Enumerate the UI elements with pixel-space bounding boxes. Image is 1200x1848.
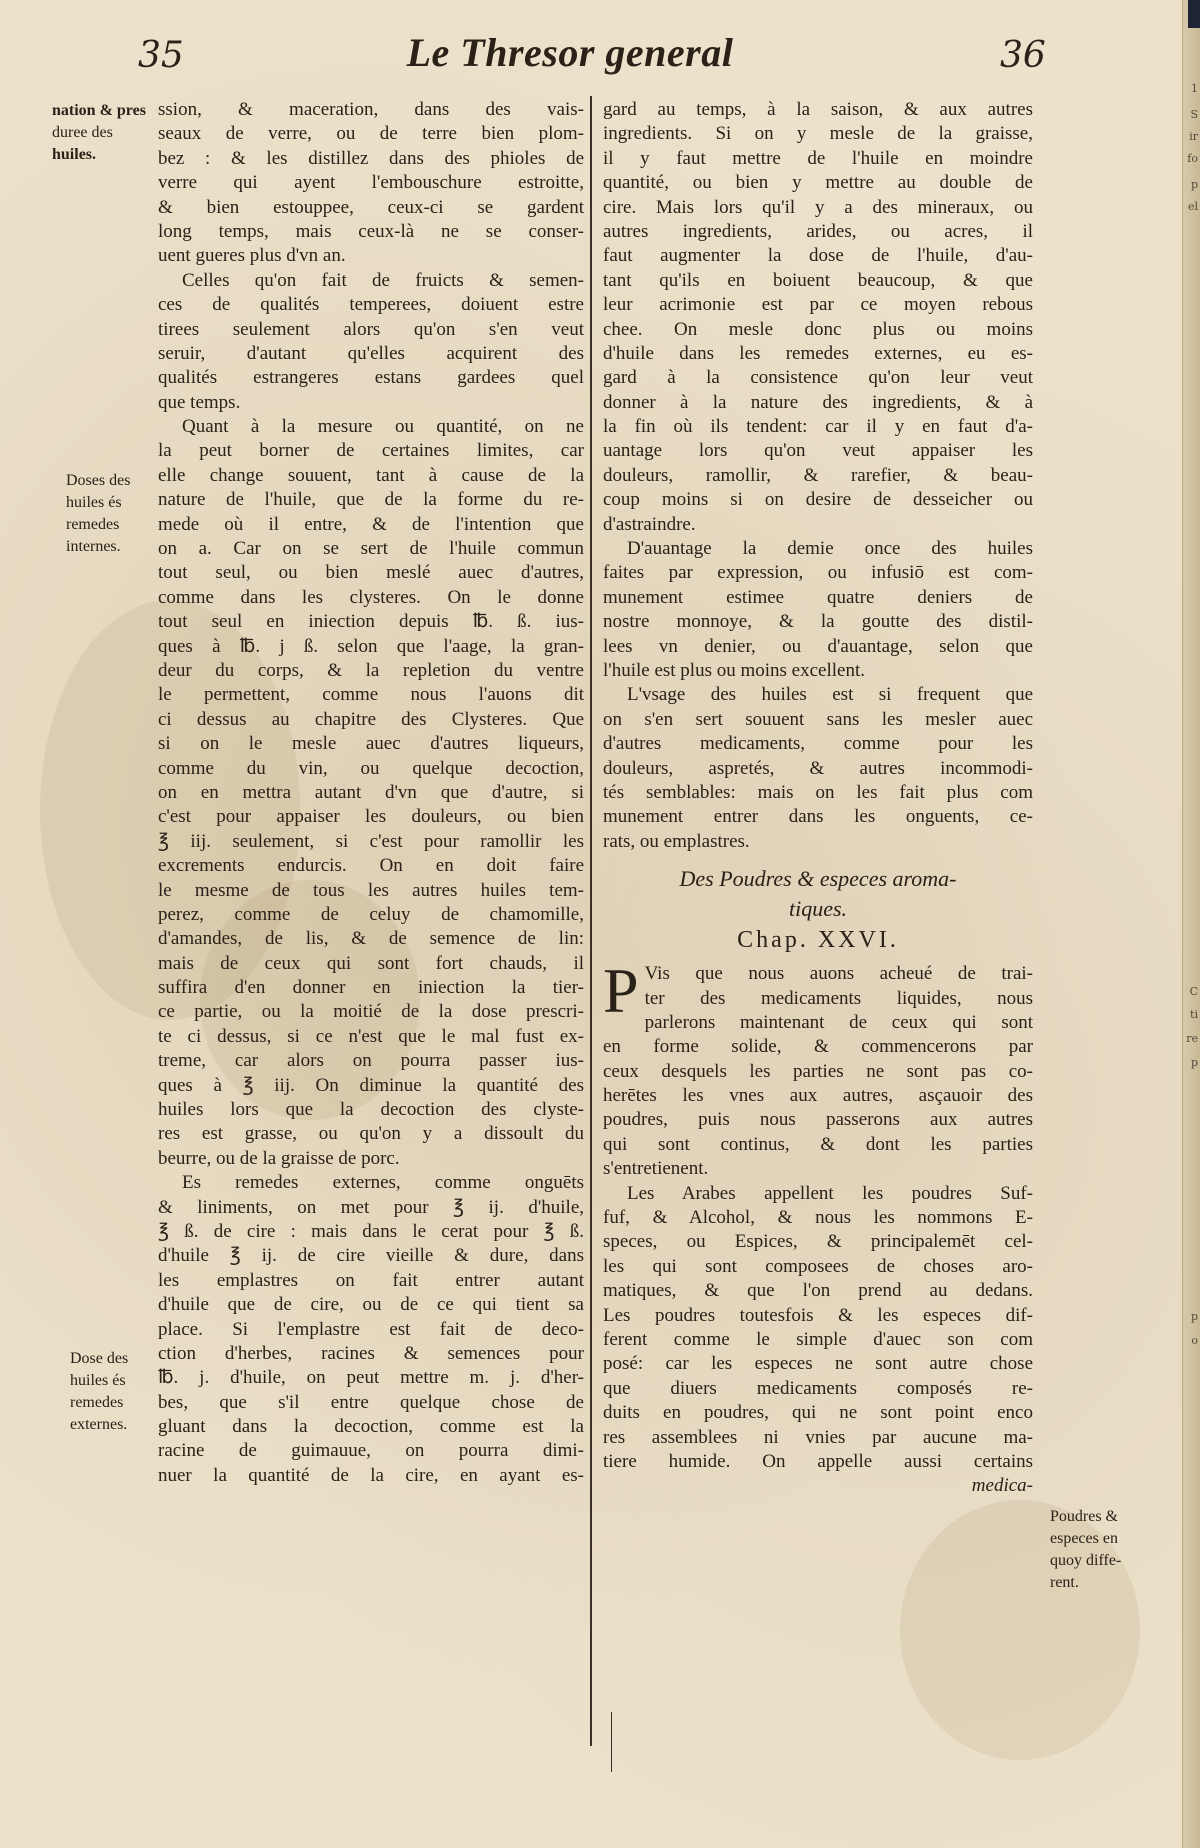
text-line: seaux de verre, ou de terre bien plom- xyxy=(158,123,584,145)
text-line: nuer la quantité de la cire, en ayant es- xyxy=(158,1464,584,1486)
text-line: l'huile est plus ou moins excellent. xyxy=(603,659,865,681)
text-line: on en mettra autant d'vn que d'autre, si xyxy=(158,781,584,803)
edge-fragment: ti xyxy=(1190,1008,1198,1021)
text-line: il y faut mettre de l'huile en moindre xyxy=(603,147,1033,169)
text-line: ction d'herbes, racines & semences pour xyxy=(158,1342,584,1364)
text-line: rats, ou emplastres. xyxy=(603,830,750,852)
edge-fragment: el xyxy=(1187,200,1198,213)
text-line: speces, ou Espices, & principalemēt cel- xyxy=(603,1231,1033,1253)
text-line: tirees seulement alors qu'on s'en veut xyxy=(158,318,584,340)
text-line: & liniments, on met pour ℥ ij. d'huile, xyxy=(158,1196,584,1218)
text-line: matiques, & que l'on prend au dedans. xyxy=(603,1280,1033,1302)
text-line: long temps, mais ceux-là ne se conser- xyxy=(158,220,584,242)
text-line: les emplastres on fait entrer autant xyxy=(158,1269,584,1291)
text-line: Les Arabes appellent les poudres Suf- xyxy=(627,1182,1033,1204)
text-line: poudres, puis nous passerons aux autres xyxy=(603,1109,1033,1131)
chapter-number: Chap. XXVI. xyxy=(737,927,899,954)
text-line: ℥ ß. de cire : mais dans le cerat pour ℥ ß. xyxy=(158,1220,584,1242)
text-line: Vis que nous auons acheué de trai- xyxy=(644,963,1033,985)
text-line: ter des medicaments liquides, nous xyxy=(644,987,1033,1009)
chapter-heading-cont: tiques. xyxy=(788,896,848,922)
text-line: d'huile que de cire, ou de ce qui tient sa xyxy=(158,1294,584,1316)
text-line: leur acrimonie est par ce moyen rebous xyxy=(603,294,1033,316)
text-line: tés semblables: mais on les fait plus com xyxy=(603,781,1033,803)
text-line: treme, car alors on pourra passer ius- xyxy=(158,1050,584,1072)
gloss-line: quoy diffe- xyxy=(1050,1552,1122,1569)
text-line: beurre, ou de la graisse de porc. xyxy=(158,1147,400,1169)
margin-note-dose-externes xyxy=(70,1348,160,1436)
edge-fragment: p xyxy=(1190,1310,1198,1323)
text-line: te ci dessus, si ce n'est que le mal fust ex- xyxy=(158,1025,584,1047)
text-line: d'astraindre. xyxy=(603,513,696,535)
text-line: tant qu'ils en boiuent beaucoup, & que xyxy=(603,269,1033,291)
text-line: mede où il entre, & de l'intention que xyxy=(158,513,584,535)
text-line: ssion, & maceration, dans des vais- xyxy=(158,99,584,120)
text-line: qui sont continus, & dont les parties xyxy=(603,1133,1033,1155)
text-line: res assemblees ni vnies par aucune ma- xyxy=(603,1426,1033,1448)
text-line: gard à la consistence qu'on leur veut xyxy=(603,367,1033,389)
gloss-line: huiles és xyxy=(70,1372,126,1389)
gloss-line: Dose des xyxy=(70,1350,129,1367)
text-line: ques à ℔. j ß. selon que l'aage, la gran- xyxy=(158,635,584,657)
text-line: Quant à la mesure ou quantité, on ne xyxy=(182,416,584,438)
text-line: D'auantage la demie once des huiles xyxy=(627,538,1033,560)
text-line: c'est pour appaiser les douleurs, ou bien xyxy=(158,806,584,828)
text-line: tout seul en iniection depuis ℔. ß. ius- xyxy=(158,611,584,633)
text-line: fuf, & Alcohol, & nous les nommons E- xyxy=(603,1207,1033,1229)
catchword: medica- xyxy=(971,1475,1033,1497)
text-line: posé: car les especes ne sont autre chose xyxy=(603,1353,1033,1375)
text-line: res est grasse, ou qu'on y a dissoult du xyxy=(158,1123,584,1145)
margin-note-poudres xyxy=(1050,1506,1180,1594)
text-line: herētes les vnes aux autres, asçauoir des xyxy=(603,1085,1033,1107)
edge-fragment: o xyxy=(1191,1334,1198,1347)
column-divider xyxy=(590,96,592,1746)
text-line: uantage lors qu'on veut appaiser les xyxy=(603,440,1033,462)
gloss-line: Poudres & xyxy=(1050,1508,1118,1525)
text-line: ℥ iij. seulement, si c'est pour ramollir les xyxy=(158,830,584,852)
text-line: ceux desquels les parties ne sont pas co- xyxy=(603,1060,1033,1082)
running-title: Le Thresor general xyxy=(406,30,734,75)
text-line: bez : & les distillez dans des phioles de xyxy=(158,147,584,169)
column-divider-tail xyxy=(611,1712,612,1772)
text-line: tout seul, ou bien meslé auec d'autres, xyxy=(158,562,584,584)
text-line: qualités estrangeres estans gardees quel xyxy=(158,367,584,389)
text-line: ce partie, ou la moitié de la dose prescri- xyxy=(158,1001,584,1023)
text-line: munement entrer dans les onguents, ce- xyxy=(603,806,1033,828)
text-line: d'huile dans les remedes externes, eu es- xyxy=(603,342,1033,364)
text-line: nature de l'huile, que de la forme du re- xyxy=(158,489,584,511)
gloss-line: rent. xyxy=(1050,1574,1079,1591)
gloss-line: huiles. xyxy=(52,146,97,163)
text-line: deur du corps, & la repletion du ventre xyxy=(158,659,584,681)
text-line: douleurs, aspretés, & autres incommodi- xyxy=(603,757,1033,779)
next-page-edge xyxy=(1182,0,1200,1848)
text-line: s'entretienent. xyxy=(603,1158,709,1180)
text-line: Les poudres toutesfois & les especes dif- xyxy=(603,1304,1033,1326)
text-line: la fin où ils tendent: car il y en faut d'a- xyxy=(603,416,1033,438)
text-line: gard au temps, à la saison, & aux autres xyxy=(603,99,1033,120)
binding-tab xyxy=(1188,0,1200,28)
edge-fragment: ir xyxy=(1189,130,1198,143)
text-line: parlerons maintenant de ceux qui sont xyxy=(644,1011,1033,1033)
edge-fragment: 1 xyxy=(1191,82,1198,95)
text-line: & bien estouppee, ceux-ci se gardent xyxy=(158,196,584,218)
text-line: d'amandes, de lis, & de semence de lin: xyxy=(158,928,584,950)
text-line: cire. Mais lors qu'il y a des mineraux, ou xyxy=(603,196,1033,218)
right-text-column xyxy=(603,98,1033,1499)
right-column-top xyxy=(603,98,1033,854)
text-line: duits en poudres, qui ne sont point enco xyxy=(603,1402,1033,1424)
text-line: seruir, d'autant qu'elles acquirent des xyxy=(158,342,584,364)
text-line: le permettent, comme nous l'auons dit xyxy=(158,684,584,706)
text-line: suffira d'en donner en iniection la tier- xyxy=(158,977,584,999)
text-line: on a. Car on se sert de l'huile commun xyxy=(158,538,584,560)
text-line: bes, que s'il entre quelque chose de xyxy=(158,1391,584,1413)
text-line: si on le mesle auec d'autres liqueurs, xyxy=(158,733,584,755)
text-line: excrements endurcis. On en doit faire xyxy=(158,855,584,877)
text-line: ingredients. Si on y mesle de la graisse, xyxy=(603,123,1033,145)
text-line: tiere humide. On appelle aussi certains xyxy=(603,1450,1033,1472)
text-line: ferent comme le simple d'auec son com xyxy=(603,1328,1033,1350)
text-line: quantité, ou bien y mettre au double de xyxy=(603,172,1033,194)
text-line: verre qui ayent l'embouschure estroitte, xyxy=(158,172,584,194)
text-line: lees vn denier, ou d'auantage, selon que xyxy=(603,635,1033,657)
text-line: douleurs, ramollir, & rarefier, & beau- xyxy=(603,464,1033,486)
page-number-left: 35 xyxy=(138,35,184,76)
edge-fragment: re xyxy=(1186,1032,1198,1045)
gloss-line: remedes xyxy=(66,516,120,533)
text-line: coup moins si on desire de desseicher ou xyxy=(603,489,1033,511)
text-line: donner à la nature des ingredients, & à xyxy=(603,391,1033,413)
text-line: mais de ceux qui sont fort chauds, il xyxy=(158,952,584,974)
text-line: on s'en sert souuent sans les mesler auec xyxy=(603,708,1033,730)
text-line: d'autres medicaments, comme pour les xyxy=(603,733,1033,755)
text-line: que temps. xyxy=(158,391,241,413)
chapter-heading: Des Poudres & especes aroma- xyxy=(679,866,957,892)
gloss-line: externes. xyxy=(70,1416,128,1433)
edge-fragment: p xyxy=(1190,178,1198,191)
text-line: ci dessus au chapitre des Clysteres. Que xyxy=(158,708,584,730)
text-line: la peut borner de certaines limites, car xyxy=(158,440,584,462)
text-line: nostre monnoye, & la goutte des distil- xyxy=(603,611,1033,633)
margin-note-doses-internes xyxy=(66,470,158,558)
text-line: racine de guimauue, on pourra dimi- xyxy=(158,1440,584,1462)
margin-note-nation-duree xyxy=(52,100,152,166)
edge-fragment: fo xyxy=(1187,152,1198,165)
text-line: comme dans les clysteres. On le donne xyxy=(158,586,584,608)
text-line: elle change souuent, tant à cause de la xyxy=(158,464,584,486)
text-line: autres ingredients, arides, ou acres, il xyxy=(603,220,1033,242)
right-column-bottom xyxy=(603,1011,1033,1474)
text-line: uent gueres plus d'vn an. xyxy=(158,245,346,267)
text-line: le mesme de tous les autres huiles tem- xyxy=(158,879,584,901)
text-line: huiles lors que la decoction des clyste- xyxy=(158,1099,584,1121)
gloss-line: duree des xyxy=(52,124,113,141)
text-line: L'vsage des huiles est si frequent que xyxy=(627,684,1033,706)
gloss-line: huiles és xyxy=(66,494,122,511)
gloss-line: remedes xyxy=(70,1394,124,1411)
text-line: Es remedes externes, comme onguēts xyxy=(182,1172,584,1194)
page-number-right: 36 xyxy=(1000,35,1046,76)
text-line: faut augmenter la dose de l'huile, d'au- xyxy=(603,245,1033,267)
text-line: perez, comme de celuy de chamomille, xyxy=(158,903,584,925)
text-line: ques à ℥ iij. On diminue la quantité des xyxy=(158,1074,584,1096)
text-line: ℔. j. d'huile, on peut mettre m. j. d'her- xyxy=(158,1367,584,1389)
left-text-column xyxy=(158,98,584,1488)
text-line: les qui sont composees de choses aro- xyxy=(603,1255,1033,1277)
edge-fragment: S xyxy=(1190,108,1198,121)
gloss-line: internes. xyxy=(66,538,121,555)
text-line: que diuers medicaments composés re- xyxy=(603,1377,1033,1399)
text-line: chee. On mesle donc plus ou moins xyxy=(603,318,1033,340)
gloss-line: nation & pres xyxy=(52,102,146,119)
text-line: place. Si l'emplastre est fait de deco- xyxy=(158,1318,584,1340)
gloss-line: especes en xyxy=(1050,1530,1118,1547)
drop-cap: P xyxy=(603,955,639,1027)
text-line: comme du vin, ou quelque decoction, xyxy=(158,757,584,779)
text-line: munement estimee quatre deniers de xyxy=(603,586,1033,608)
text-line: faites par expression, ou infusiō est com- xyxy=(603,562,1033,584)
text-line: gluant dans la decoction, comme est la xyxy=(158,1416,584,1438)
gloss-line: Doses des xyxy=(66,472,131,489)
text-line: en forme solide, & commencerons par xyxy=(603,1036,1033,1058)
text-line: Celles qu'on fait de fruicts & semen- xyxy=(182,269,584,291)
edge-fragment: C xyxy=(1189,985,1198,998)
text-line: d'huile ℥ ij. de cire vieille & dure, dans xyxy=(158,1245,584,1267)
edge-fragment: p xyxy=(1190,1056,1198,1069)
text-line: ces de qualités temperees, doiuent estre xyxy=(158,294,584,316)
